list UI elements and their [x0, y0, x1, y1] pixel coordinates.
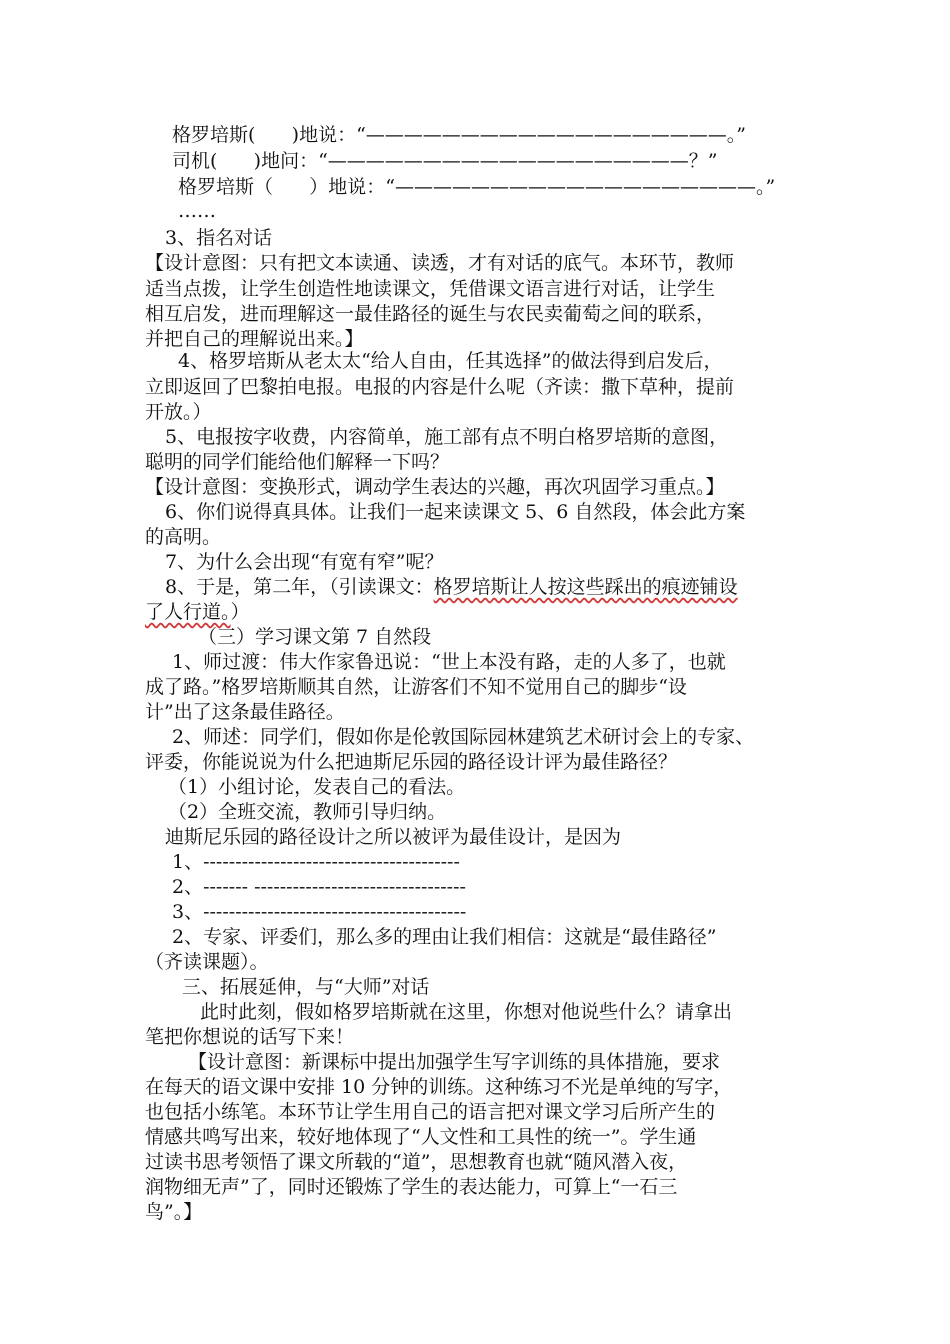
design-intent-3-line-2: 在每天的语文课中安排 10 分钟的训练。这种练习不光是单纯的写字，: [145, 1076, 733, 1098]
section-3-heading: （三）学习课文第 7 自然段: [198, 626, 432, 648]
design-intent-3-line-7: 鸟”。】: [145, 1201, 203, 1223]
step-4-line-1: 4、格罗培斯从老太太“给人自由，任其选择”的做法得到启发后，: [178, 350, 723, 372]
step-8-lead-in: 8、于是，第二年，（引读课文：: [165, 576, 434, 598]
reasons-intro: 迪斯尼乐园的路径设计之所以被评为最佳设计，是因为: [165, 826, 622, 848]
experts-line-1: 2、专家、评委们，那么多的理由让我们相信：这就是“最佳路径”: [172, 926, 717, 948]
part-3-heading: 三、拓展延伸，与“大师”对话: [182, 976, 430, 998]
step-6-line-1: 6、你们说得真具体。让我们一起来读课文 5、6 自然段，体会此方案: [165, 501, 746, 523]
dialogue-line-3: 格罗培斯（ ）地说：“———————————————————。”: [172, 176, 776, 198]
teacher-transition-line-3: 计”出了这条最佳路径。: [145, 701, 345, 723]
group-discussion: （1）小组讨论，发表自己的看法。: [168, 776, 466, 798]
step-8-quoted-text-b: 了人行道。: [145, 601, 231, 623]
design-intent-3-line-4: 情感共鸣写出来，较好地体现了“人文性和工具性的统一”。学生通: [145, 1126, 697, 1148]
reason-blank-1: 1、----------------------------------------: [172, 851, 460, 873]
step-8-line-1: [165, 575, 738, 599]
design-intent-1-line-2: 适当点拨，让学生创造性地读课文，凭借课文语言进行对话，让学生: [145, 278, 716, 300]
reason-blank-2: 2、------- ---------------------------------: [172, 876, 466, 898]
design-intent-3-line-6: 润物细无声”了，同时还锻炼了学生的表达能力，可算上“一石三: [145, 1176, 678, 1198]
step-7: 7、为什么会出现“有宽有窄”呢？: [165, 551, 444, 573]
step-5-line-1: 5、电报按字收费，内容简单，施工部有点不明白格罗培斯的意图，: [165, 426, 729, 448]
dialogue-line-2: 司机( )地问：“———————————————————？”: [172, 150, 718, 172]
step-4-line-2: 立即返回了巴黎拍电报。电报的内容是什么呢（齐读：撒下草种，提前: [145, 376, 735, 398]
design-intent-1-line-3: 相互启发，进而理解这一最佳路径的诞生与农民卖葡萄之间的联系，: [145, 303, 716, 325]
step-5-line-2: 聪明的同学们能给他们解释一下吗？: [145, 451, 450, 473]
design-intent-3-line-3: 也包括小练笔。本环节让学生用自己的语言把对课文学习后所产生的: [145, 1101, 716, 1123]
step-8-line-2: [145, 600, 250, 624]
design-intent-3-line-1: 【设计意图：新课标中提出加强学生写字训练的具体措施，要求: [188, 1051, 721, 1073]
extension-line-1: 此时此刻，假如格罗培斯就在这里，你想对他说些什么？请拿出: [200, 1001, 733, 1023]
extension-line-2: 笔把你想说的话写下来！: [145, 1026, 355, 1048]
step-4-line-3: 开放。）: [145, 401, 212, 423]
experts-line-2: （齐读课题）。: [145, 951, 269, 973]
dialogue-line-1: 格罗培斯( )地说：“———————————————————。”: [172, 124, 746, 146]
teacher-narration-line-2: 评委，你能说说为什么把迪斯尼乐园的路径设计评为最佳路径？: [145, 751, 678, 773]
teacher-transition-line-1: 1、师过渡：伟大作家鲁迅说：“世上本没有路，走的人多了，也就: [172, 651, 726, 673]
step-6-line-2: 的高明。: [145, 526, 222, 548]
step-3-heading: 3、指名对话: [165, 227, 273, 249]
class-exchange: （2）全班交流，教师引导归纳。: [168, 801, 447, 823]
teacher-narration-line-1: 2、师述：同学们，假如你是伦敦国际园林建筑艺术研讨会上的专家、: [172, 726, 755, 748]
design-intent-3-line-5: 过读书思考领悟了课文所载的“道”，思想教育也就“随风潜入夜，: [145, 1151, 688, 1173]
step-8-close-paren: ）: [230, 601, 250, 623]
teacher-transition-line-2: 成了路。”格罗培斯顺其自然，让游客们不知不觉用自己的脚步“设: [145, 676, 687, 698]
step-8-quoted-text-a: 格罗培斯让人按这些踩出的痕迹铺设: [433, 576, 738, 598]
design-intent-1-line-1: 【设计意图：只有把文本读通、读透，才有对话的底气。本环节，教师: [145, 252, 735, 274]
reason-blank-3: 3、-----------------------------------------: [172, 901, 467, 923]
dialogue-ellipsis: ……: [172, 200, 217, 222]
design-intent-2: 【设计意图：变换形式，调动学生表达的兴趣，再次巩固学习重点。】: [145, 476, 725, 498]
design-intent-1-line-4: 并把自己的理解说出来。】: [145, 328, 364, 350]
